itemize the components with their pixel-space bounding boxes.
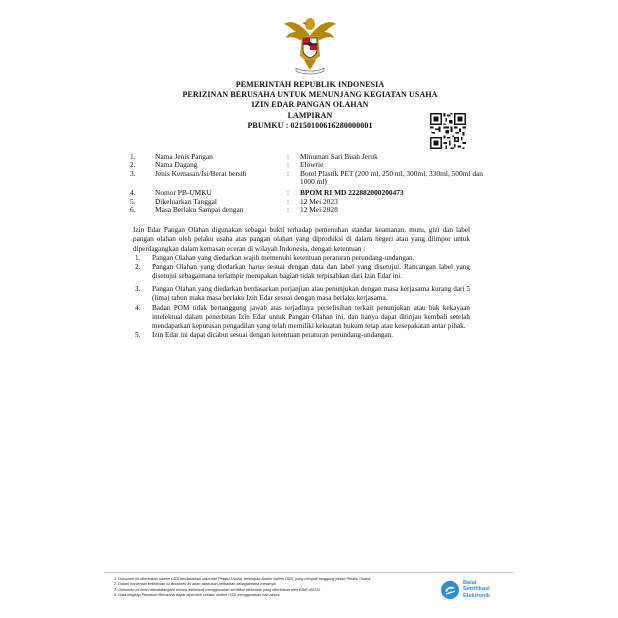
term-text: Pangan Olahan yang diedarkan harus sesuai dengan data dan label yang disetujui. Rancangan label yang disetujui sebagaimana terlampir merupakan bagian tidak terpisahkan dari Izin Edar ini. <box>152 263 470 281</box>
bsre-line: Balai <box>463 580 477 586</box>
field-number: 4. <box>130 188 136 198</box>
field-label: Nomor PB-UMKU <box>155 188 212 198</box>
product-fields <box>130 153 490 214</box>
qr-code-icon <box>430 113 466 149</box>
field-colon: : <box>287 196 290 206</box>
term-item <box>133 285 470 304</box>
header-permit-title: IZIN EDAR PANGAN OLAHAN <box>251 100 369 110</box>
field-row <box>130 206 490 214</box>
field-number: 3. <box>130 168 136 178</box>
terms-list <box>133 254 470 341</box>
term-item <box>133 304 470 332</box>
bsre-badge <box>440 579 510 603</box>
term-number: 2. <box>135 263 141 272</box>
field-number: 2. <box>130 160 136 170</box>
header-pbumku: PBUMKU : 02150100616280000001 <box>247 120 373 130</box>
bsre-logo-icon <box>440 580 460 600</box>
field-value: BPOM RI MD 222882000200473 <box>300 188 404 198</box>
field-value: 12 Mei 2023 <box>300 196 338 206</box>
field-colon: : <box>287 204 290 214</box>
field-colon: : <box>287 168 290 178</box>
field-value: Botol Plastik PET (200 ml, 250 ml, 300ml, 330ml, 500ml dan 1000 ml) <box>300 168 483 187</box>
term-item <box>133 331 470 340</box>
footer-note: 2. Dalam hal terjadi kekeliruan isi dokumen ini akan dilakukan perbaikan sebagaimana mestinya. <box>114 582 277 587</box>
footer-note: 3. Dokumen ini telah ditandatangani secara elektronik menggunakan sertifikat elektronik yang diterbitkan oleh BSrE-BSSN. <box>114 587 321 592</box>
term-item <box>133 254 470 263</box>
field-label: Jenis Kemasan/Isi/Berat bersih <box>155 168 247 178</box>
term-text: Badan POM tidak bertanggung jawab atas terjadinya perselisihan terkait penunjukan atau hak kekayaan intelektual dalam penerbitan Izin Edar untuk Pangan Olahan ini, dan hanya dapat ditinjau kembali setelah mendapatkan keputusan pengadilan yang telah memiliki kekuatan hukum tetap atau kesepakatan antar pihak. <box>152 303 470 331</box>
term-item <box>133 263 470 282</box>
field-label: Dikeluarkan Tanggal <box>155 196 217 206</box>
document-header <box>150 80 470 131</box>
header-licensing: PERIZINAN BERUSAHA UNTUK MENUNJANG KEGIATAN USAHA <box>182 90 438 100</box>
footer-note: 1. Dokumen ini diterbitkan sistem OSS berdasarkan data dari Pelaku Usaha, tersimpan dalam sistem OSS, yang menjadi tanggung jawab Pelaku Usaha. <box>114 577 372 581</box>
terms-intro: Izin Edar Pangan Olahan digunakan sebagai bukti terhadap pemenuhan standar keamanan, mutu, gizi dan label pangan olahan oleh pelaku usaha atas pangan olahan yang diproduksi di dalam negeri atau yang diimpor untuk diperdagangkan dalam kemasan eceran di wilayah Indonesia, dengan ketentuan : <box>133 226 470 253</box>
field-label: Masa Berlaku Sampai dengan <box>155 204 244 214</box>
field-row <box>130 170 490 187</box>
bsre-name <box>463 580 490 599</box>
field-value: Elowrie <box>300 160 324 170</box>
field-number: 6. <box>130 204 136 214</box>
bsre-line: Sertifikasi <box>463 586 490 593</box>
field-label: Nama Dagang <box>155 160 198 170</box>
header-attachment: LAMPIRAN <box>287 110 333 120</box>
term-text: Pangan Olahan yang diedarkan wajib memenuhi ketentuan peraturan perundang-undangan. <box>152 253 415 262</box>
document-footer <box>104 572 514 613</box>
permit-terms-section <box>133 226 470 341</box>
term-number: 5. <box>135 331 141 340</box>
term-text: Pangan Olahan yang diedarkan berdasarkan perjanjian atau penunjukan dengan masa kerjasama kurang dari 5 (lima) tahun maka masa berlaku Izin Edar sesuai dengan masa berlaku kerjasama. <box>152 284 470 303</box>
term-text: Izin Edar ini dapat dicabut sesuai dengan ketentuan peraturan perundang-undangan. <box>152 331 394 340</box>
field-number: 5. <box>130 196 136 206</box>
garuda-pancasila-emblem-icon <box>282 14 338 76</box>
field-value: 12 Mei 2028 <box>300 204 338 214</box>
field-colon: : <box>287 188 290 198</box>
field-label: Nama Jenis Pangan <box>155 152 213 161</box>
term-number: 1. <box>135 253 141 262</box>
term-number: 4. <box>135 303 141 312</box>
field-colon: : <box>287 160 290 170</box>
header-government: PEMERINTAH REPUBLIK INDONESIA <box>235 80 385 89</box>
term-number: 3. <box>135 284 141 293</box>
field-colon: : <box>287 152 290 161</box>
footer-note: 4. Data lengkap Perizinan Berusaha dapat diperoleh melalui sistem OSS menggunakan hak akses. <box>114 593 281 598</box>
field-value: Minuman Sari Buah Jeruk <box>300 152 378 161</box>
bsre-line: Elektronik <box>463 592 491 599</box>
footer-notes <box>114 577 434 599</box>
field-number: 1. <box>130 152 136 161</box>
